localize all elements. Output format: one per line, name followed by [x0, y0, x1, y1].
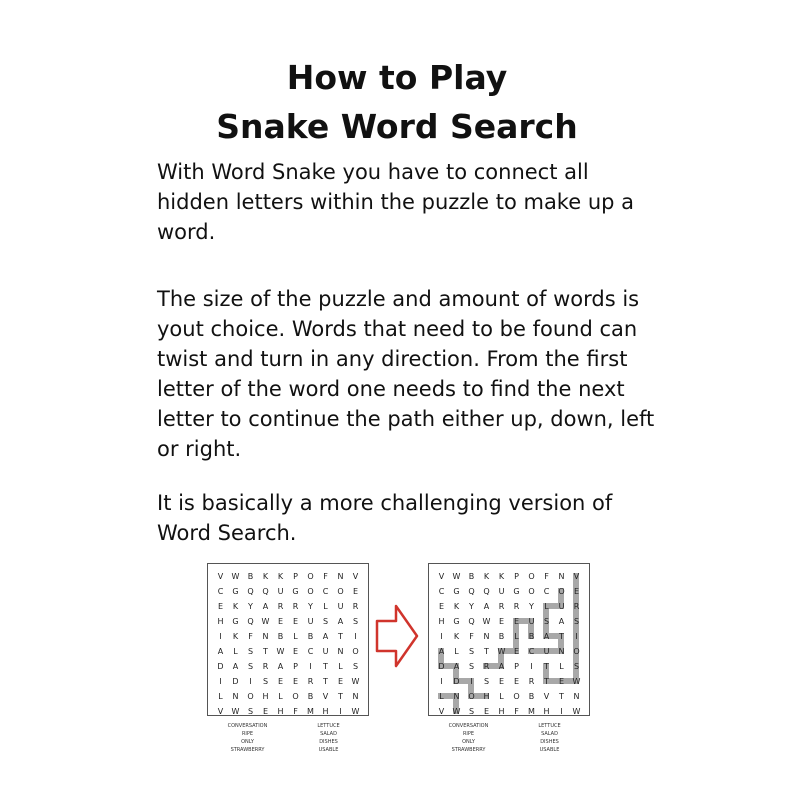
grid-letter: Y [529, 602, 534, 611]
grid-letter: H [543, 707, 550, 716]
grid-letter: G [453, 617, 460, 626]
grid-letter: O [528, 572, 535, 581]
grid-letter: N [558, 572, 565, 581]
grid-letter: A [262, 602, 269, 611]
grid-letter: W [572, 707, 581, 716]
grid-letter: Y [248, 602, 253, 611]
grid-letter: N [337, 647, 344, 656]
grid-letter: G [453, 587, 460, 596]
puzzle-before [207, 563, 372, 754]
grid-letter: T [559, 632, 564, 641]
grid-letter: V [352, 572, 359, 581]
grid-letter: E [573, 587, 580, 596]
grid-letter: O [558, 587, 565, 596]
grid-letter: E [483, 707, 490, 716]
letter-grid [429, 569, 584, 719]
grid-letter: K [498, 572, 505, 581]
grid-letter: E [262, 707, 269, 716]
grid-letter: V [322, 692, 329, 701]
word-list-item: SALAD [320, 731, 337, 737]
grid-letter: P [293, 572, 298, 581]
grid-letter: N [483, 632, 490, 641]
grid-letter: W [276, 647, 285, 656]
grid-letter: I [219, 677, 222, 686]
grid-letter: H [498, 707, 505, 716]
grid-letter: H [438, 617, 445, 626]
grid-letter: I [470, 677, 473, 686]
title-line-2: Snake Word Search [216, 107, 578, 146]
grid-letter: Q [468, 617, 475, 626]
grid-letter: E [337, 677, 344, 686]
grid-letter: B [307, 632, 314, 641]
grid-letter: Q [468, 587, 475, 596]
grid-letter: A [453, 662, 460, 671]
word-list-item: CONVERSATION [227, 723, 268, 729]
grid-letter: E [498, 617, 505, 626]
grid-letter: A [543, 632, 550, 641]
grid-letter: B [468, 572, 475, 581]
grid-letter: S [468, 662, 475, 671]
grid-letter: K [262, 572, 269, 581]
grid-letter: S [483, 677, 490, 686]
grid-letter: F [293, 707, 298, 716]
grid-letter: A [217, 647, 224, 656]
grid-letter: O [468, 692, 475, 701]
grid-letter: Y [469, 602, 474, 611]
grid-letter: T [544, 677, 549, 686]
grid-letter: W [351, 677, 360, 686]
word-list [207, 722, 369, 754]
grid-letter: V [217, 707, 224, 716]
grid-letter: D [217, 662, 224, 671]
grid-letter: V [438, 572, 445, 581]
grid-letter: C [543, 587, 550, 596]
word-list-item: LETTUCE [538, 723, 561, 729]
grid-letter: B [247, 572, 254, 581]
grid-letter: L [218, 692, 223, 701]
grid-letter: B [498, 632, 505, 641]
grid-letter: T [263, 647, 268, 656]
grid-letter: A [277, 662, 284, 671]
grid-letter: I [354, 632, 357, 641]
grid-letter: G [232, 617, 239, 626]
grid-letter: T [559, 692, 564, 701]
grid-letter: P [514, 662, 519, 671]
grid-letter: V [543, 692, 550, 701]
grid-letter: E [292, 647, 299, 656]
grid-letter: E [217, 602, 224, 611]
grid-letter: N [262, 632, 269, 641]
grid-letter: L [439, 692, 444, 701]
grid-letter: U [277, 587, 284, 596]
grid-letter: Q [483, 587, 490, 596]
letter-grid [208, 569, 363, 719]
grid-letter: E [513, 647, 520, 656]
grid-letter: C [322, 587, 329, 596]
grid-letter: A [322, 632, 329, 641]
grid-letter: B [307, 692, 314, 701]
puzzle-grid-box [428, 563, 590, 716]
grid-letter: L [514, 632, 519, 641]
grid-letter: S [573, 617, 580, 626]
grid-letter: L [338, 662, 343, 671]
grid-letter: F [469, 632, 474, 641]
grid-letter: I [309, 662, 312, 671]
grid-letter: S [352, 617, 359, 626]
grid-letter: W [231, 707, 240, 716]
word-list-item: DISHES [540, 739, 559, 745]
grid-letter: P [293, 662, 298, 671]
grid-letter: O [337, 587, 344, 596]
grid-letter: R [513, 602, 520, 611]
grid-letter: E [513, 617, 520, 626]
grid-letter: A [232, 662, 239, 671]
summary-paragraph: It is basically a more challenging version of Word Search. [157, 491, 613, 545]
grid-letter: A [498, 662, 505, 671]
grid-letter: L [278, 692, 283, 701]
grid-letter: W [261, 617, 270, 626]
grid-letter: S [573, 662, 580, 671]
grid-letter: C [307, 647, 314, 656]
grid-letter: E [292, 677, 299, 686]
grid-letter: C [528, 647, 535, 656]
grid-letter: U [322, 647, 329, 656]
grid-letter: A [438, 647, 445, 656]
grid-letter: D [453, 677, 460, 686]
grid-letter: I [440, 677, 443, 686]
grid-letter: O [573, 647, 580, 656]
title-line-1: How to Play [286, 58, 508, 97]
grid-letter: I [575, 632, 578, 641]
grid-letter: S [468, 647, 475, 656]
grid-letter: T [338, 692, 343, 701]
grid-letter: N [337, 572, 344, 581]
grid-letter: N [232, 692, 239, 701]
word-list-item: DISHES [319, 739, 338, 745]
grid-letter: G [513, 587, 520, 596]
grid-letter: I [219, 632, 222, 641]
grid-letter: G [292, 587, 299, 596]
word-list-item: STRAWBERRY [230, 747, 265, 753]
grid-letter: O [307, 572, 314, 581]
grid-letter: F [248, 632, 253, 641]
grid-letter: O [307, 587, 314, 596]
word-list-item: STRAWBERRY [451, 747, 486, 753]
grid-letter: F [323, 572, 328, 581]
grid-letter: B [277, 632, 284, 641]
grid-letter: U [498, 587, 505, 596]
grid-letter: K [232, 602, 239, 611]
word-list-item: LETTUCE [317, 723, 340, 729]
grid-letter: L [499, 692, 504, 701]
grid-letter: E [292, 617, 299, 626]
grid-letter: O [352, 647, 359, 656]
grid-letter: Q [262, 587, 269, 596]
grid-letter: Q [247, 587, 254, 596]
grid-letter: N [558, 647, 565, 656]
grid-letter: C [217, 587, 224, 596]
grid-letter: F [544, 572, 549, 581]
grid-letter: K [453, 632, 460, 641]
grid-letter: P [514, 572, 519, 581]
puzzle-grid-box [207, 563, 369, 716]
grid-letter: R [262, 662, 269, 671]
grid-letter: D [438, 662, 445, 671]
grid-letter: W [497, 647, 506, 656]
grid-letter: I [339, 707, 342, 716]
grid-letter: U [543, 647, 550, 656]
grid-letter: I [440, 632, 443, 641]
word-list-item: SALAD [541, 731, 558, 737]
grid-letter: O [247, 692, 254, 701]
grid-letter: R [483, 662, 490, 671]
grid-letter: H [322, 707, 329, 716]
grid-letter: K [453, 602, 460, 611]
grid-letter: U [558, 602, 565, 611]
grid-letter: I [560, 707, 563, 716]
grid-letter: L [544, 602, 549, 611]
grid-letter: S [247, 707, 254, 716]
grid-letter: W [452, 707, 461, 716]
grid-letter: T [338, 632, 343, 641]
word-list-item: RIPE [462, 731, 475, 737]
grid-letter: V [573, 572, 580, 581]
grid-letter: E [277, 617, 284, 626]
grid-letter: S [352, 662, 359, 671]
grid-letter: T [544, 662, 549, 671]
grid-letter: R [307, 677, 314, 686]
grid-letter: E [558, 677, 565, 686]
grid-letter: N [352, 692, 359, 701]
grid-letter: A [483, 602, 490, 611]
grid-letter: E [352, 587, 359, 596]
rules-paragraph: The size of the puzzle and amount of words is yout choice. Words that need to be found can twist and turn in any direction. From the first letter of the word one needs to find the next letter to continue the path either up, down, left or right. [157, 287, 655, 461]
grid-letter: I [249, 677, 252, 686]
grid-letter: C [438, 587, 445, 596]
grid-letter: H [277, 707, 284, 716]
grid-letter: Q [247, 617, 254, 626]
grid-letter: K [483, 572, 490, 581]
grid-letter: T [323, 662, 328, 671]
grid-letter: T [323, 677, 328, 686]
word-list-item: USABLE [318, 747, 339, 753]
grid-letter: D [232, 677, 239, 686]
grid-letter: R [352, 602, 359, 611]
grid-letter: L [454, 647, 459, 656]
grid-letter: S [247, 662, 254, 671]
grid-letter: W [572, 677, 581, 686]
grid-letter: I [530, 662, 533, 671]
grid-letter: L [323, 602, 328, 611]
grid-letter: H [262, 692, 269, 701]
grid-letter: L [233, 647, 238, 656]
intro-paragraph: With Word Snake you have to connect all hidden letters within the puzzle to make up a word. [157, 160, 635, 244]
grid-letter: O [513, 692, 520, 701]
grid-letter: S [543, 617, 550, 626]
grid-letter: G [232, 587, 239, 596]
grid-letter: U [307, 617, 314, 626]
grid-letter: R [528, 677, 535, 686]
word-list-item: RIPE [241, 731, 254, 737]
grid-letter: U [528, 617, 535, 626]
grid-letter: R [292, 602, 299, 611]
grid-letter: S [322, 617, 329, 626]
grid-letter: A [558, 617, 565, 626]
grid-letter: E [513, 677, 520, 686]
grid-letter: W [452, 572, 461, 581]
grid-letter: T [484, 647, 489, 656]
grid-letter: V [438, 707, 445, 716]
grid-letter: S [468, 707, 475, 716]
word-list-item: ONLY [241, 739, 254, 745]
grid-letter: L [559, 662, 564, 671]
grid-letter: E [498, 677, 505, 686]
grid-letter: A [337, 617, 344, 626]
grid-letter: N [573, 692, 580, 701]
grid-letter: U [337, 602, 344, 611]
grid-letter: S [262, 677, 269, 686]
grid-letter: R [498, 602, 505, 611]
grid-letter: O [528, 587, 535, 596]
grid-letter: R [277, 602, 284, 611]
grid-letter: V [217, 572, 224, 581]
grid-letter: M [528, 707, 535, 716]
word-list [428, 722, 590, 754]
grid-letter: R [573, 602, 580, 611]
grid-letter: E [277, 677, 284, 686]
grid-letter: S [247, 647, 254, 656]
grid-letter: H [217, 617, 224, 626]
grid-letter: O [292, 692, 299, 701]
grid-letter: W [482, 617, 491, 626]
arrow-right-icon [374, 601, 420, 671]
word-list-item: USABLE [539, 747, 560, 753]
grid-letter: K [277, 572, 284, 581]
puzzle-solved [428, 563, 593, 754]
grid-letter: W [351, 707, 360, 716]
grid-letter: K [232, 632, 239, 641]
grid-letter: M [307, 707, 314, 716]
grid-letter: L [293, 632, 298, 641]
grid-letter: W [231, 572, 240, 581]
grid-letter: H [483, 692, 490, 701]
word-list-item: CONVERSATION [448, 723, 489, 729]
grid-letter: Y [308, 602, 313, 611]
grid-letter: B [528, 632, 535, 641]
word-list-item: ONLY [462, 739, 475, 745]
grid-letter: B [528, 692, 535, 701]
grid-letter: F [514, 707, 519, 716]
grid-letter: N [453, 692, 460, 701]
grid-letter: E [438, 602, 445, 611]
